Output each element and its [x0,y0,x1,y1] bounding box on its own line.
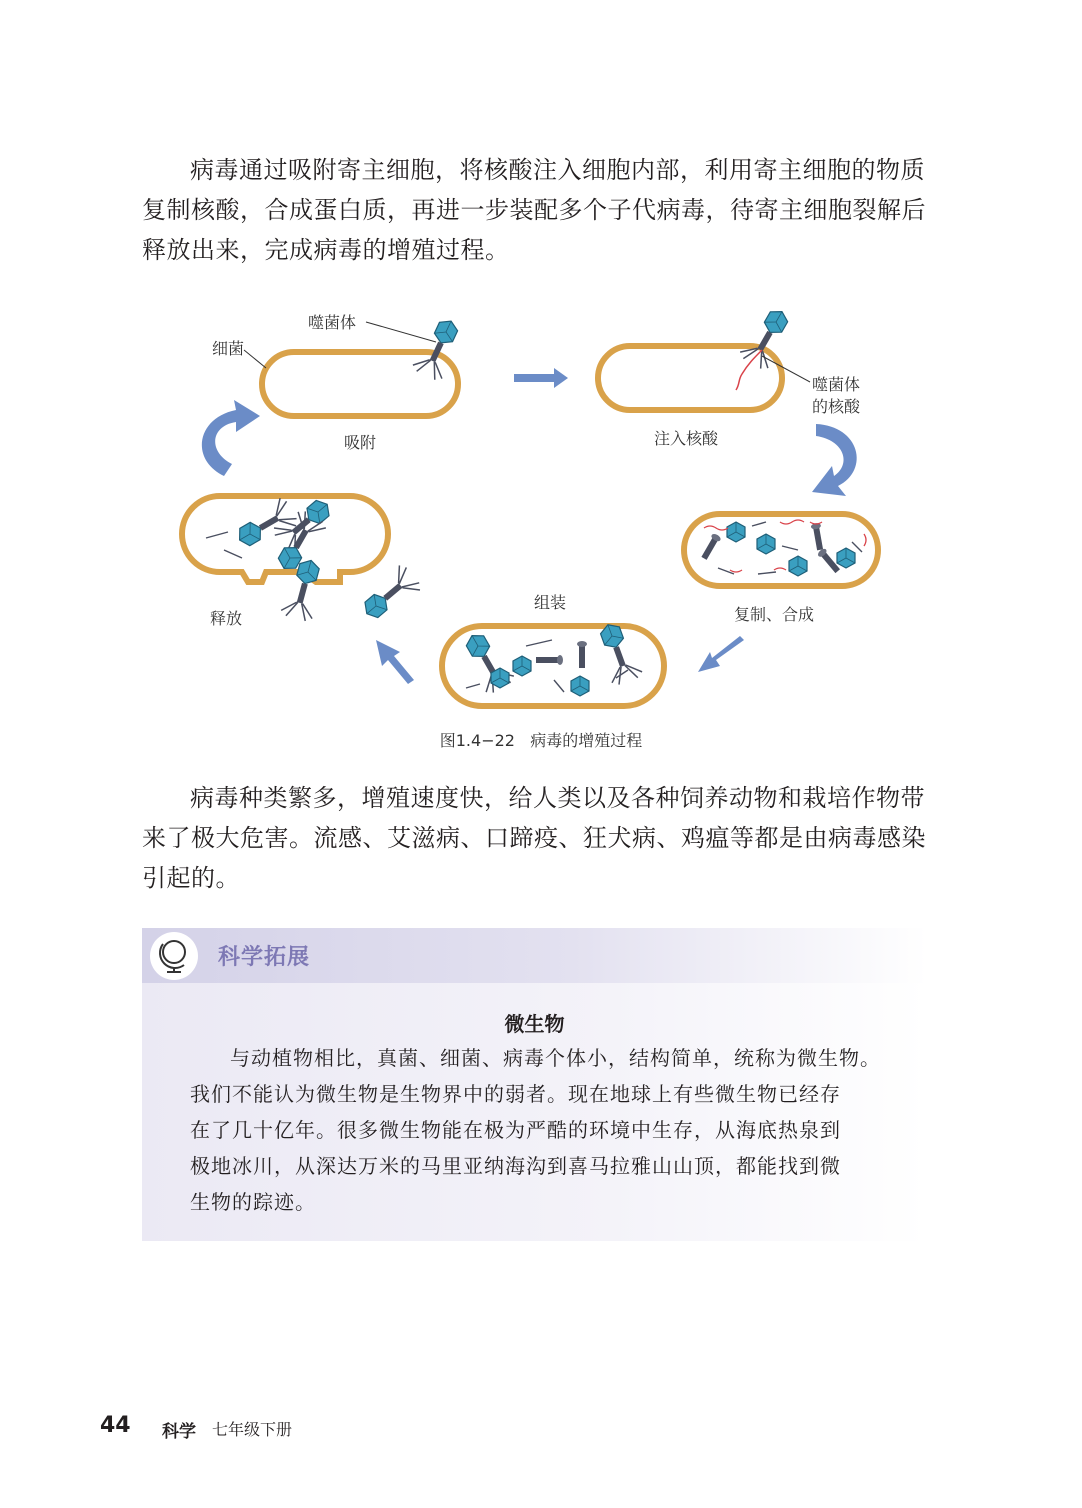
extension-title: 科学拓展 [218,945,311,970]
virus-replication-figure [170,300,910,720]
capsid-icon [513,656,531,676]
adsorb-label: 吸附 [344,433,377,452]
inject-label: 注入核酸 [654,429,719,448]
science-extension-box [142,928,927,1241]
extension-header [142,928,927,983]
release-label: 释放 [210,609,243,628]
capsid-icon [571,676,589,696]
figure-caption [0,728,1082,751]
page-footer [100,1413,293,1442]
bacterium-cell [598,346,782,410]
text-line: 病毒通过吸附寄主细胞，将核酸注入细胞内部，利用寄主细胞的物质 [190,156,925,184]
text-line: 我们不能认为微生物是生物界中的弱者。现在地球上有些微生物已经存 [190,1082,841,1106]
extension-text [190,1040,880,1220]
text-line: 在了几十亿年。很多微生物能在极为严酷的环境中生存，从海底热泉到 [190,1118,841,1142]
text-line: 引起的。 [142,864,240,892]
globe-icon [150,932,198,980]
capsid-icon [491,668,509,688]
assemble-label: 组装 [534,593,567,612]
text-line: 复制核酸，合成蛋白质，再进一步装配多个子代病毒，待寄主细胞裂解后 [142,196,926,224]
phage-nucleic-acid-label: 噬菌体 [812,375,861,394]
capsid-icon [727,522,745,542]
caption-text: 病毒的增殖过程 [530,731,643,750]
phage-label: 噬菌体 [308,313,357,332]
arrow-down-left-icon [698,636,744,672]
bacterium-label: 细菌 [212,339,245,358]
text-line: 生物的踪迹。 [190,1190,316,1214]
grade-label: 七年级下册 [212,1420,293,1439]
page-number: 44 [100,1413,131,1438]
capsid-icon [789,556,807,576]
body-paragraph [142,778,927,898]
intro-paragraph [142,150,927,270]
text-line: 释放出来，完成病毒的增殖过程。 [142,236,510,264]
text-line: 来了极大危害。流感、艾滋病、口蹄疫、狂犬病、鸡瘟等都是由病毒感染 [142,824,926,852]
curved-arrow-icon [202,400,260,476]
subject-name: 科学 [162,1422,196,1442]
text-line: 与动植物相比，真菌、细菌、病毒个体小，结构简单，统称为微生物。 [230,1046,881,1070]
curved-arrow-icon [812,424,857,496]
replicate-label: 复制、合成 [734,605,815,624]
arrow-up-left-icon [376,640,414,684]
text-line: 极地冰川，从深达万米的马里亚纳海沟到喜马拉雅山山顶，都能找到微 [190,1154,841,1178]
label-leader-line [244,350,266,368]
extension-subtitle: 微生物 [504,1012,565,1036]
arrow-right-icon [514,368,568,388]
capsid-icon [757,534,775,554]
label-leader-line [366,322,436,342]
capsid-icon [837,548,855,568]
figure-illustration [170,300,910,720]
text-line: 病毒种类繁多，增殖速度快，给人类以及各种饲养动物和栽培作物带 [190,784,925,812]
caption-number: 图1.4−22 [439,731,515,750]
phage-icon [357,563,424,626]
lysed-bacterium-cell [182,496,388,582]
phage-nucleic-acid-label-2: 的核酸 [812,397,861,416]
